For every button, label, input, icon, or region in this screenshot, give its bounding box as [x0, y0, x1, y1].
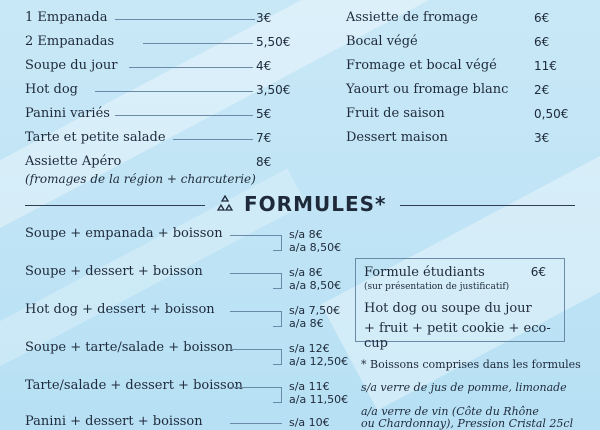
menu-item: [25, 128, 285, 148]
menu-item-name: Tarte et petite salade: [25, 130, 166, 145]
leader-line: [173, 139, 253, 140]
menu-item-price: 5,50€: [256, 35, 291, 49]
menu-item-price: 6€: [534, 11, 550, 25]
menu-item-name: Assiette de fromage: [346, 10, 478, 25]
student-formula-price: 6€: [530, 265, 546, 279]
formula-price: s/a 8€: [289, 266, 323, 279]
menu-item-price: 8€: [256, 155, 272, 169]
leader-line: [230, 423, 282, 430]
menu-item: [25, 104, 285, 124]
footnote: * Boissons comprises dans les formules: [361, 358, 581, 371]
recycle-icon: [216, 195, 234, 213]
menu-item-name: Assiette Apéro: [25, 154, 122, 169]
formula-price: a/a 12,50€: [289, 355, 349, 368]
leader-line: [115, 19, 255, 20]
formula-price: a/a 8,50€: [289, 279, 342, 292]
menu-item: [25, 80, 291, 100]
menu-item-price: 5€: [256, 107, 272, 121]
formula-price: s/a 11€: [289, 380, 330, 393]
menu-item-price: 3€: [534, 131, 550, 145]
leader-line: [273, 402, 282, 403]
leader-line: [230, 349, 282, 365]
student-formula-line: Hot dog ou soupe du jour: [364, 301, 532, 316]
section-title: FORMULES*: [244, 192, 387, 216]
formula-price: s/a 10€: [289, 416, 330, 429]
leader-line: [273, 364, 282, 365]
menu-item-name: Fruit de saison: [346, 106, 445, 121]
formula-price: s/a 7,50€: [289, 304, 341, 317]
formula-name: Hot dog + dessert + boisson: [25, 302, 215, 317]
menu-item-name: Dessert maison: [346, 130, 448, 145]
formula-name: Soupe + tarte/salade + boisson: [25, 340, 234, 355]
menu-item-price: 11€: [534, 59, 557, 73]
formula-price: a/a 11,50€: [289, 393, 349, 406]
footnote: ou Chardonnay), Pression Cristal 25cl: [361, 417, 574, 430]
menu-item-price: 0,50€: [534, 107, 569, 121]
menu-item-name: 2 Empanadas: [25, 34, 115, 49]
footnote: s/a verre de jus de pomme, limonade: [361, 381, 567, 394]
leader-line: [115, 115, 253, 116]
formula-item: [25, 414, 330, 430]
menu-item-name: Bocal végé: [346, 34, 418, 49]
leader-line: [230, 235, 282, 251]
footnote: a/a verre de vin (Côte du Rhône: [361, 405, 539, 418]
leader-line: [95, 91, 253, 92]
menu-item: [25, 152, 305, 188]
student-formula-title: Formule étudiants: [364, 265, 485, 280]
formula-item: [25, 226, 342, 260]
student-formula-note: (sur présentation de justificatif): [364, 282, 510, 292]
formula-name: Soupe + empanada + boisson: [25, 226, 223, 241]
formula-item: [25, 302, 341, 336]
menu-item-name: Fromage et bocal végé: [346, 58, 497, 73]
menu-item-name: Soupe du jour: [25, 58, 118, 73]
menu-item: [346, 32, 586, 52]
formula-price: s/a 12€: [289, 342, 330, 355]
divider: [400, 205, 575, 206]
menu-item: [25, 56, 285, 76]
menu-item-price: 3,50€: [256, 83, 291, 97]
menu-item-name: Yaourt ou fromage blanc: [346, 82, 509, 97]
menu-item-description: (fromages de la région + charcuterie): [25, 172, 256, 186]
leader-line: [230, 387, 282, 403]
leader-line: [230, 311, 282, 327]
formula-price: s/a 8€: [289, 228, 323, 241]
menu-item-price: 7€: [256, 131, 272, 145]
menu-item: [346, 56, 586, 76]
leader-line: [143, 43, 253, 44]
formula-item: [25, 378, 349, 412]
menu-item: [346, 128, 586, 148]
divider: [25, 205, 205, 206]
formules-header: [0, 192, 600, 218]
formula-price: a/a 8€: [289, 317, 324, 330]
formula-price: a/a 8,50€: [289, 241, 342, 254]
menu-item: [25, 32, 291, 52]
leader-line: [230, 273, 282, 289]
menu-item-price: 2€: [534, 83, 550, 97]
formula-name: Soupe + dessert + boisson: [25, 264, 203, 279]
formula-item: [25, 340, 349, 374]
menu-item-name: Panini variés: [25, 106, 110, 121]
menu-item: [346, 80, 586, 100]
student-formula-box: [355, 258, 565, 351]
formula-name: Tarte/salade + dessert + boisson: [25, 378, 243, 393]
menu-item-price: 3€: [256, 11, 272, 25]
leader-line: [273, 326, 282, 327]
formula-name: Panini + dessert + boisson: [25, 414, 203, 429]
menu-item-name: Hot dog: [25, 82, 78, 97]
menu-item: [346, 104, 586, 124]
leader-line: [273, 250, 282, 251]
leader-line: [129, 67, 253, 68]
menu-item: [25, 8, 285, 28]
menu-item: [346, 8, 586, 28]
leader-line: [273, 288, 282, 289]
menu-item-name: 1 Empanada: [25, 10, 108, 25]
formula-item: [25, 264, 342, 298]
menu-item-price: 6€: [534, 35, 550, 49]
menu-item-price: 4€: [256, 59, 272, 73]
student-formula-line: + fruit + petit cookie + eco-cup: [364, 321, 551, 351]
